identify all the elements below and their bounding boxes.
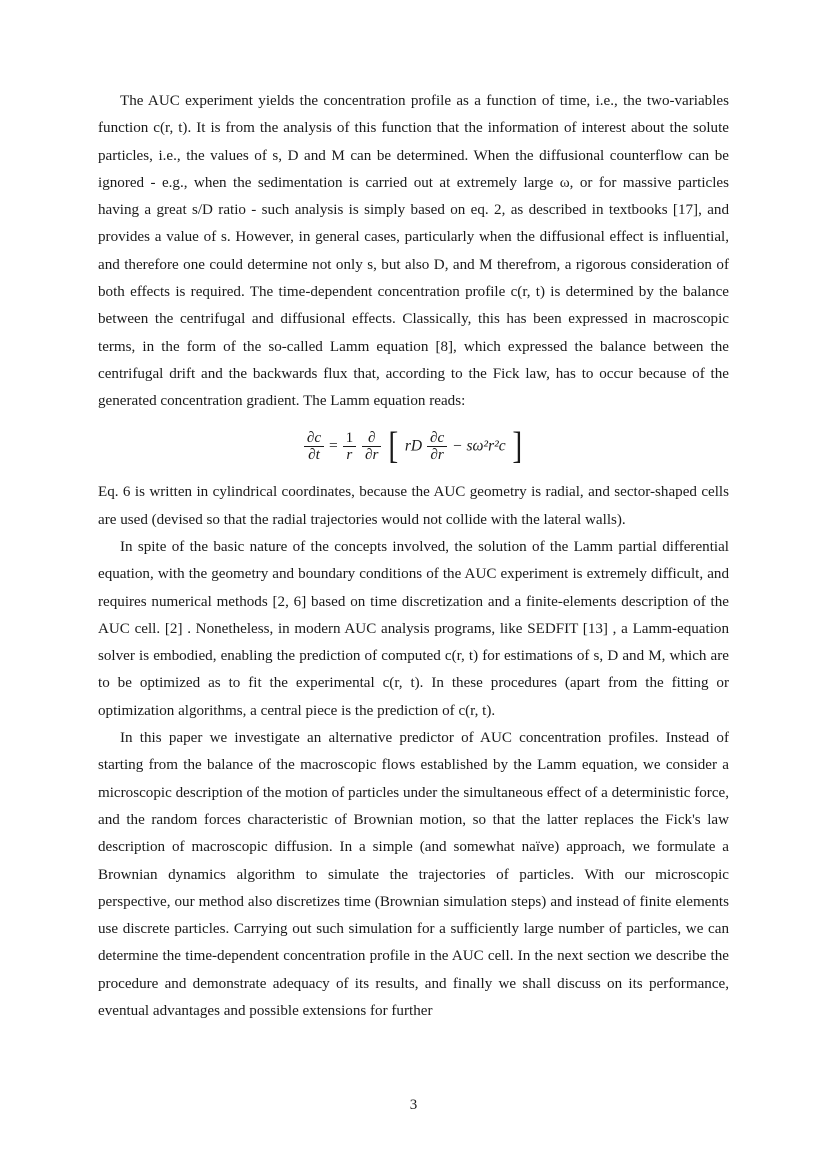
- equation-rhs: [342, 424, 525, 467]
- paragraph-3: In spite of the basic nature of the concepts involved, the solution of the Lamm partial differential equation, with the geometry and boundary conditions of the AUC experiment is extremely difficult, and requires numerical methods [2, 6] based on time discretization and a finite-elements description of the AUC cell. [2] . Nonetheless, in modern AUC analysis programs, like SEDFIT [13] , a Lamm-equation solver is embodied, enabling the prediction of computed c(r, t) for estimations of s, D and M, which are to be optimized as to fit the experimental c(r, t). In these procedures (apart from the fitting or optimization algorithms, a central piece is the prediction of c(r, t).: [98, 538, 729, 719]
- page-body: [98, 88, 729, 1025]
- bracket-close: ]: [511, 424, 522, 467]
- paragraph-1: The AUC experiment yields the concentration profile as a function of time, i.e., the two-variables function c(r, t). It is from the analysis of this function that the information of interest about the solute particles, i.e., the values of s, D and M can be determined. When the diffusional counterflow can be ignored - e.g., when the sedimentation is carried out at extremely large ω, or for massive particles having a great s/D ratio - such analysis is simply based on eq. 2, as described in textbooks [17], and provides a value of s. However, in general cases, particularly when the diffusional effect is influential, and therefore one could determine not only s, but also D, and M therefrom, a rigorous consideration of both effects is required. The time-dependent concentration profile c(r, t) is determined by the balance between the centrifugal and diffusional effects. Classically, this has been expressed in macroscopic terms, in the form of the so-called Lamm equation [8], which expressed the balance between the centrifugal drift and the backwards flux that, according to the Fick law, has to occur because of the generated concentration gradient. The Lamm equation reads:: [98, 93, 729, 410]
- equation-bracket-content: [405, 430, 506, 464]
- one-over-r: $\frac{1}{r}$: [343, 430, 357, 464]
- term2: − sω²r²c: [452, 437, 506, 455]
- partial-c-partial-t: $\frac{\partial c}{\partial t}$: [304, 430, 324, 464]
- partial-over-partial-r: $\frac{\partial}{\partial r}$: [362, 430, 381, 464]
- term1-prefix: rD: [404, 437, 423, 455]
- page-number: 3: [409, 1097, 418, 1113]
- equation-equals: =: [328, 437, 338, 455]
- bracket-open: [: [388, 424, 399, 467]
- paragraph-2: Eq. 6 is written in cylindrical coordinates, because the AUC geometry is radial, and sector-shaped cells are used (devised so that the radial trajectories would not collide with the lateral walls).: [98, 484, 729, 528]
- lamm-equation: [98, 424, 729, 467]
- partial-c-partial-r: $\frac{\partial c}{\partial r}$: [427, 430, 447, 464]
- paragraph-4: In this paper we investigate an alternative predictor of AUC concentration profiles. Instead of starting from the balance of the macroscopic flows established by the Lamm equation, we consider a microscopic description of the motion of particles under the simultaneous effect of a deterministic force, and the random forces characteristic of Brownian motion, so that the latter replaces the Fick's law description of macroscopic diffusion. In a simple (and somewhat naïve) approach, we formulate a Brownian dynamics algorithm to simulate the trajectories of particles. With our microscopic perspective, our method also discretizes time (Brownian simulation steps) and instead of finite elements use discrete particles. Carrying out such simulation for a sufficiently large number of particles, we can determine the time-dependent concentration profile in the AUC cell. In the next section we describe the procedure and demonstrate adequacy of its results, and finally we shall discuss on its performance, eventual advantages and possible extensions for further: [98, 730, 729, 1019]
- equation-lhs: [303, 430, 325, 464]
